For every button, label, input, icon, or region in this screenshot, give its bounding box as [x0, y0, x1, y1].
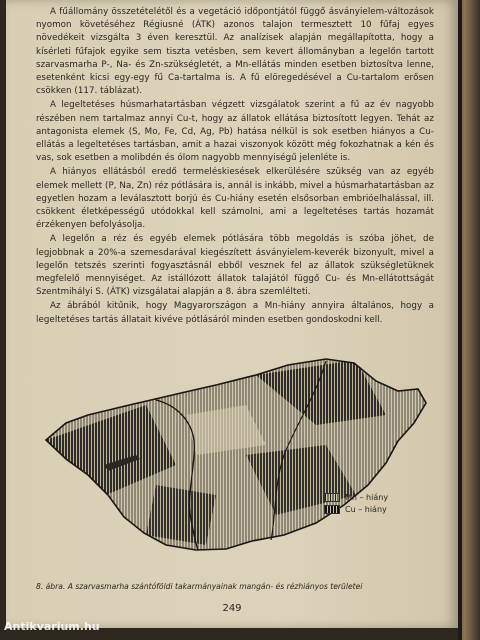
legend-label-cu: Cu – hiány — [345, 504, 387, 514]
legend-item-cu — [324, 503, 388, 515]
paragraph-1: A fűállomány összetételétől és a vegetáció időpontjától függő ásványielem-változások nyomon követéséhez Régiusné (ÁTK) azonos talajon termesztett 10 fűfaj egyes növedékeit vizsgálta 3 éven keresztül. Az analízisek alapján megállapította, hogy a kísérleti fűfajok egyike sem tiszta vetésben, sem kevert állományban a legelőn tartott szarvasmarha P-, Na- és Zn-szükségletét, a Mn-ellátás minden esetben biztosítva lenne, esetenként kicsi egy-egy fű Ca-tartalma is. A fű elöregedésével a Cu-tartalom erősen csökken (117. táblázat). — [36, 7, 434, 97]
paragraph-3: A hiányos ellátásból eredő termeléskiesések elkerülésére szükség van az egyéb elemek mellett (P, Na, Zn) réz pótlására is, annál is inkább, mivel a húsmarhatartásban az egyetlen hozam a leválasztott borjú és Cu-hiány esetén elsősorban embrióelhalással, ill. csökkent életképességű utódokkal kell számolni, ami a legeltetéses tartás hozamát érzékenyen befolyásolja. — [36, 167, 434, 231]
figure-caption: 8. ábra. A szarvasmarha szántóföldi takarmányainak mangán- és rézhiányos területei — [36, 582, 363, 591]
paragraph-5: Az ábrából kitűnik, hogy Magyarországon a Mn-hiány annyira általános, hogy a legeltetéses tartás állatait kivéve pótlásáról minden esetben gondoskodni kell. — [36, 301, 434, 325]
map-legend — [324, 491, 388, 515]
mn-swatch — [324, 493, 340, 502]
hungary-deficiency-map — [26, 345, 446, 575]
watermark-logo: Antikvarium.hu — [4, 620, 100, 633]
book-spine — [458, 0, 462, 640]
paragraph-2: A legeltetéses húsmarhatartásban végzett vizsgálatok szerint a fű az év nagyobb részében nem tartalmaz annyi Cu-t, hogy az állatok ellátása biztosított legyen. Tehát az antagonista elemek (S, Mo, Fe, Cd, Ag, Pb) hatása nélkül is sok esetben hiányos a Cu-ellátás a legeltetéses tartásban, amit a hazai viszonyok között még fokozhatnak a kén és vas, sok esetben a molibdén és ólom nagyobb mennyiségű jelenléte is. — [36, 100, 434, 164]
body-text — [36, 6, 434, 328]
legend-item-mn — [324, 491, 388, 503]
paragraph-4: A legelőn a réz és egyéb elemek pótlására több megoldás is szóba jöhet, de legjobbnak a 20%-a szemesdarával kiegészített ásványielem-keverék bizonyult, mivel a legelőn tetszés szerinti fogyasztásnál ebből vesznek fel az állatok szükségletüknek megfelelő mennyiséget. Az istállózott állatok talajától függő Cu- és Mn-ellátottságát Szentmihályi S. (ÁTK) vizsgálatai alapján a 8. ábra szemlélteti. — [36, 234, 434, 298]
cu-swatch — [324, 505, 340, 514]
book-page — [6, 0, 458, 628]
page-number: 249 — [222, 603, 242, 614]
legend-label-mn: Mn – hiány — [345, 492, 389, 502]
